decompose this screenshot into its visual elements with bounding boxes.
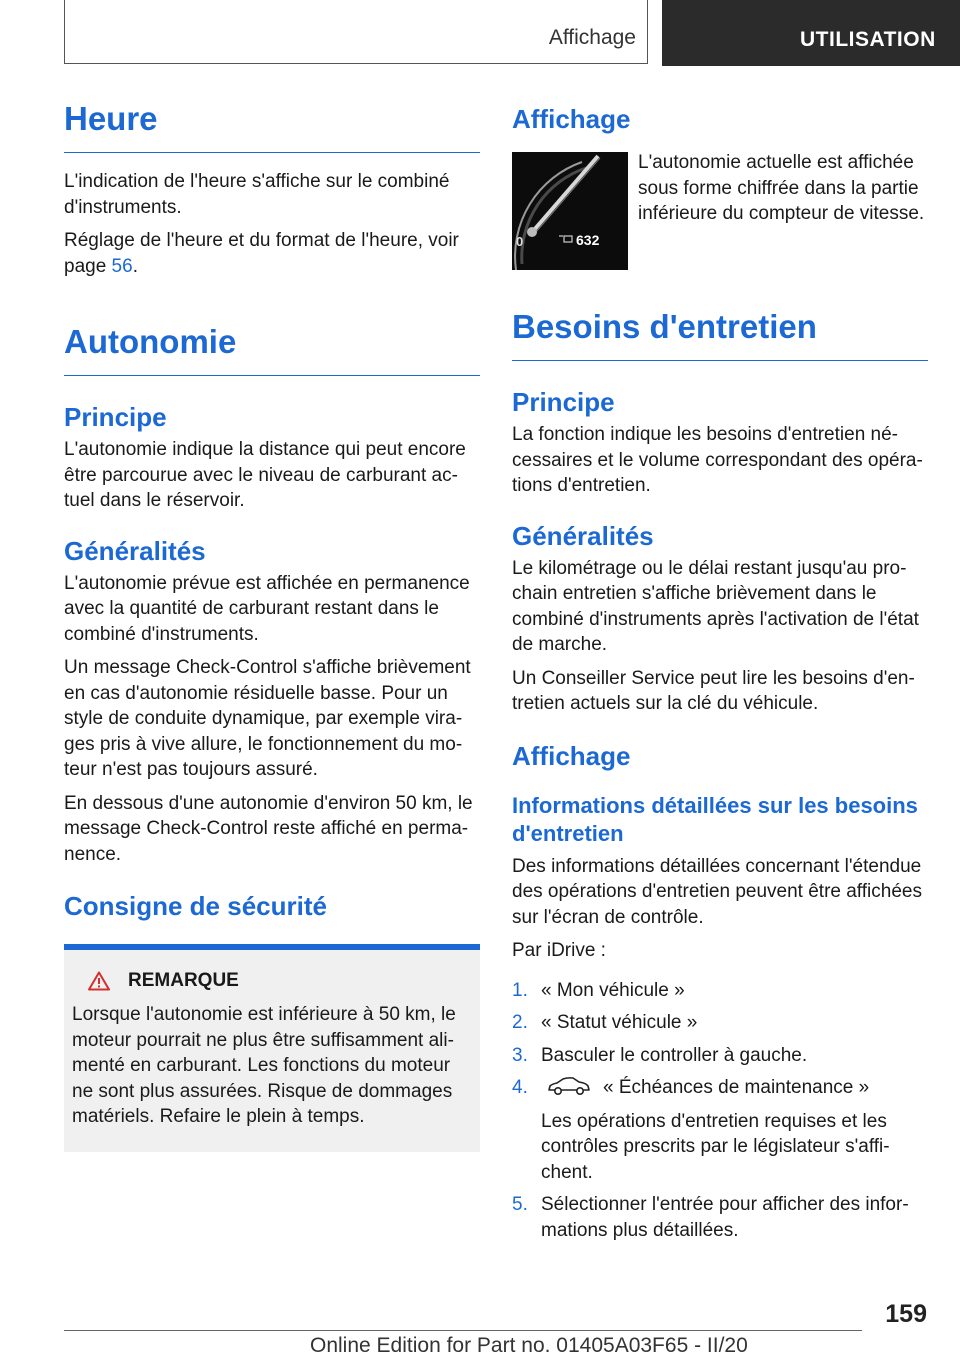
step-text: Sélectionner l'entrée pour afficher des infor-mations plus détaillées. xyxy=(541,1194,909,1241)
header-section-title: Affichage xyxy=(548,26,636,49)
warning-triangle-icon xyxy=(88,971,110,991)
speedometer-image xyxy=(512,152,628,270)
list-item-step-4 xyxy=(512,1075,928,1185)
heading-besoins-entretien: Besoins d'entretien xyxy=(512,308,928,361)
heading-informations-detaillees: Informations détaillées sur les besoins d'entretien xyxy=(512,792,918,846)
step-number: 3. xyxy=(512,1044,528,1066)
info-paragraph: Des informations détaillées concernant l'étendue des opérations d'entretien peuvent être affichées sur l'écran de contrôle. xyxy=(512,855,922,928)
generalites-paragraph-1: L'autonomie prévue est affichée en permanence avec la quantité de carburant restant dans le combiné d'instruments. xyxy=(64,572,470,645)
heading-generalites-2: Généralités xyxy=(512,520,654,551)
heure-paragraph-2 xyxy=(64,228,480,279)
warning-box xyxy=(64,944,480,1152)
warning-header xyxy=(72,970,472,992)
besoins-generalites-paragraph-1: Le kilométrage ou le délai restant jusqu'au pro-chain entretien s'affiche brièvement dans le combiné d'instruments après l'activation de l'état de marche. xyxy=(512,557,919,655)
page-link-56[interactable]: 56 xyxy=(111,255,133,277)
display-paragraph: L'autonomie actuelle est affichée sous forme chiffrée dans la partie inférieure du compteur de vitesse. xyxy=(638,152,925,224)
step-number: 2. xyxy=(512,1012,528,1033)
warning-text: Lorsque l'autonomie est inférieure à 50 km, le moteur pourrait ne plus être suffisamment ali-menté en carburant. Les fonctions du moteur ne sont plus assurées. Risque de dommages matériels. Refaire le plein à temps. xyxy=(72,1004,456,1127)
heading-principe: Principe xyxy=(64,402,167,432)
speedometer-graphic xyxy=(512,152,628,270)
warning-label: REMARQUE xyxy=(128,970,239,991)
besoins-generalites-paragraph-2: Un Conseiller Service peut lire les besoins d'en-tretien actuels sur la clé du véhicule. xyxy=(512,667,915,714)
header-chapter-title: UTILISATION xyxy=(800,28,936,51)
footer-divider xyxy=(64,1330,862,1331)
step-text: « Mon véhicule » xyxy=(541,979,685,1001)
step-number: 5. xyxy=(512,1194,528,1215)
display-block xyxy=(512,104,928,270)
right-column xyxy=(512,104,928,1250)
idrive-steps-list xyxy=(512,978,928,1244)
list-item-step-3 xyxy=(512,1043,928,1069)
list-item-step-5 xyxy=(512,1192,928,1243)
display-description xyxy=(638,150,930,227)
idrive-label: Par iDrive : xyxy=(512,940,606,961)
besoins-principe-paragraph: La fonction indique les besoins d'entretien né-cessaires et le volume correspondant des opéra-tions d'entretien. xyxy=(512,424,923,496)
principe-paragraph: L'autonomie indique la distance qui peut encore être parcourue avec le niveau de carburant ac-tuel dans le réservoir. xyxy=(64,439,466,511)
footer-edition: Online Edition for Part no. 01405A03F65 - II/20 xyxy=(310,1334,748,1357)
step-text: « Statut véhicule » xyxy=(541,1012,698,1033)
car-service-icon xyxy=(547,1076,591,1096)
left-column xyxy=(64,100,480,1152)
list-item-step-2 xyxy=(512,1010,928,1036)
generalites-paragraph-3: En dessous d'une autonomie d'environ 50 km, le message Check-Control reste affiché en perma-nence. xyxy=(64,792,473,865)
step-number: 4. xyxy=(512,1077,528,1098)
heure-p2-text: Réglage de l'heure et du format de l'heure, voir page xyxy=(64,230,459,277)
gauge-zero-label: 0 xyxy=(516,234,524,249)
heading-principe-2: Principe xyxy=(512,387,615,417)
heading-autonomie: Autonomie xyxy=(64,323,480,376)
heading-generalites: Généralités xyxy=(64,535,206,566)
generalites-paragraph-2: Un message Check-Control s'affiche brièvement en cas d'autonomie résiduelle basse. Pour un style de conduite dynamique, par exemple vira-ges pris à vive allure, le fonctionnement du mo-teur n'est pas toujours assuré. xyxy=(64,657,471,780)
heading-affichage-2: Affichage xyxy=(512,740,631,771)
step-text: Basculer le controller à gauche. xyxy=(541,1044,808,1066)
step-number: 1. xyxy=(512,979,528,1001)
header-chapter-tab xyxy=(662,0,960,66)
step-text: « Échéances de maintenance » xyxy=(603,1077,870,1098)
heading-heure: Heure xyxy=(64,100,480,153)
heure-paragraph-1: L'indication de l'heure s'affiche sur le combiné d'instruments. xyxy=(64,171,450,218)
gauge-range-value: 632 xyxy=(576,232,600,248)
heading-consigne-securite: Consigne de sécurité xyxy=(64,891,327,921)
page-header xyxy=(0,0,960,66)
step-4-subtext: Les opérations d'entretien requises et les contrôles prescrits par le législateur s'affi-chent. xyxy=(541,1110,890,1183)
list-item-step-1 xyxy=(512,978,928,1004)
page-number: 159 xyxy=(885,1300,927,1328)
heure-p2-end: . xyxy=(132,255,138,277)
heading-affichage: Affichage xyxy=(512,104,631,134)
